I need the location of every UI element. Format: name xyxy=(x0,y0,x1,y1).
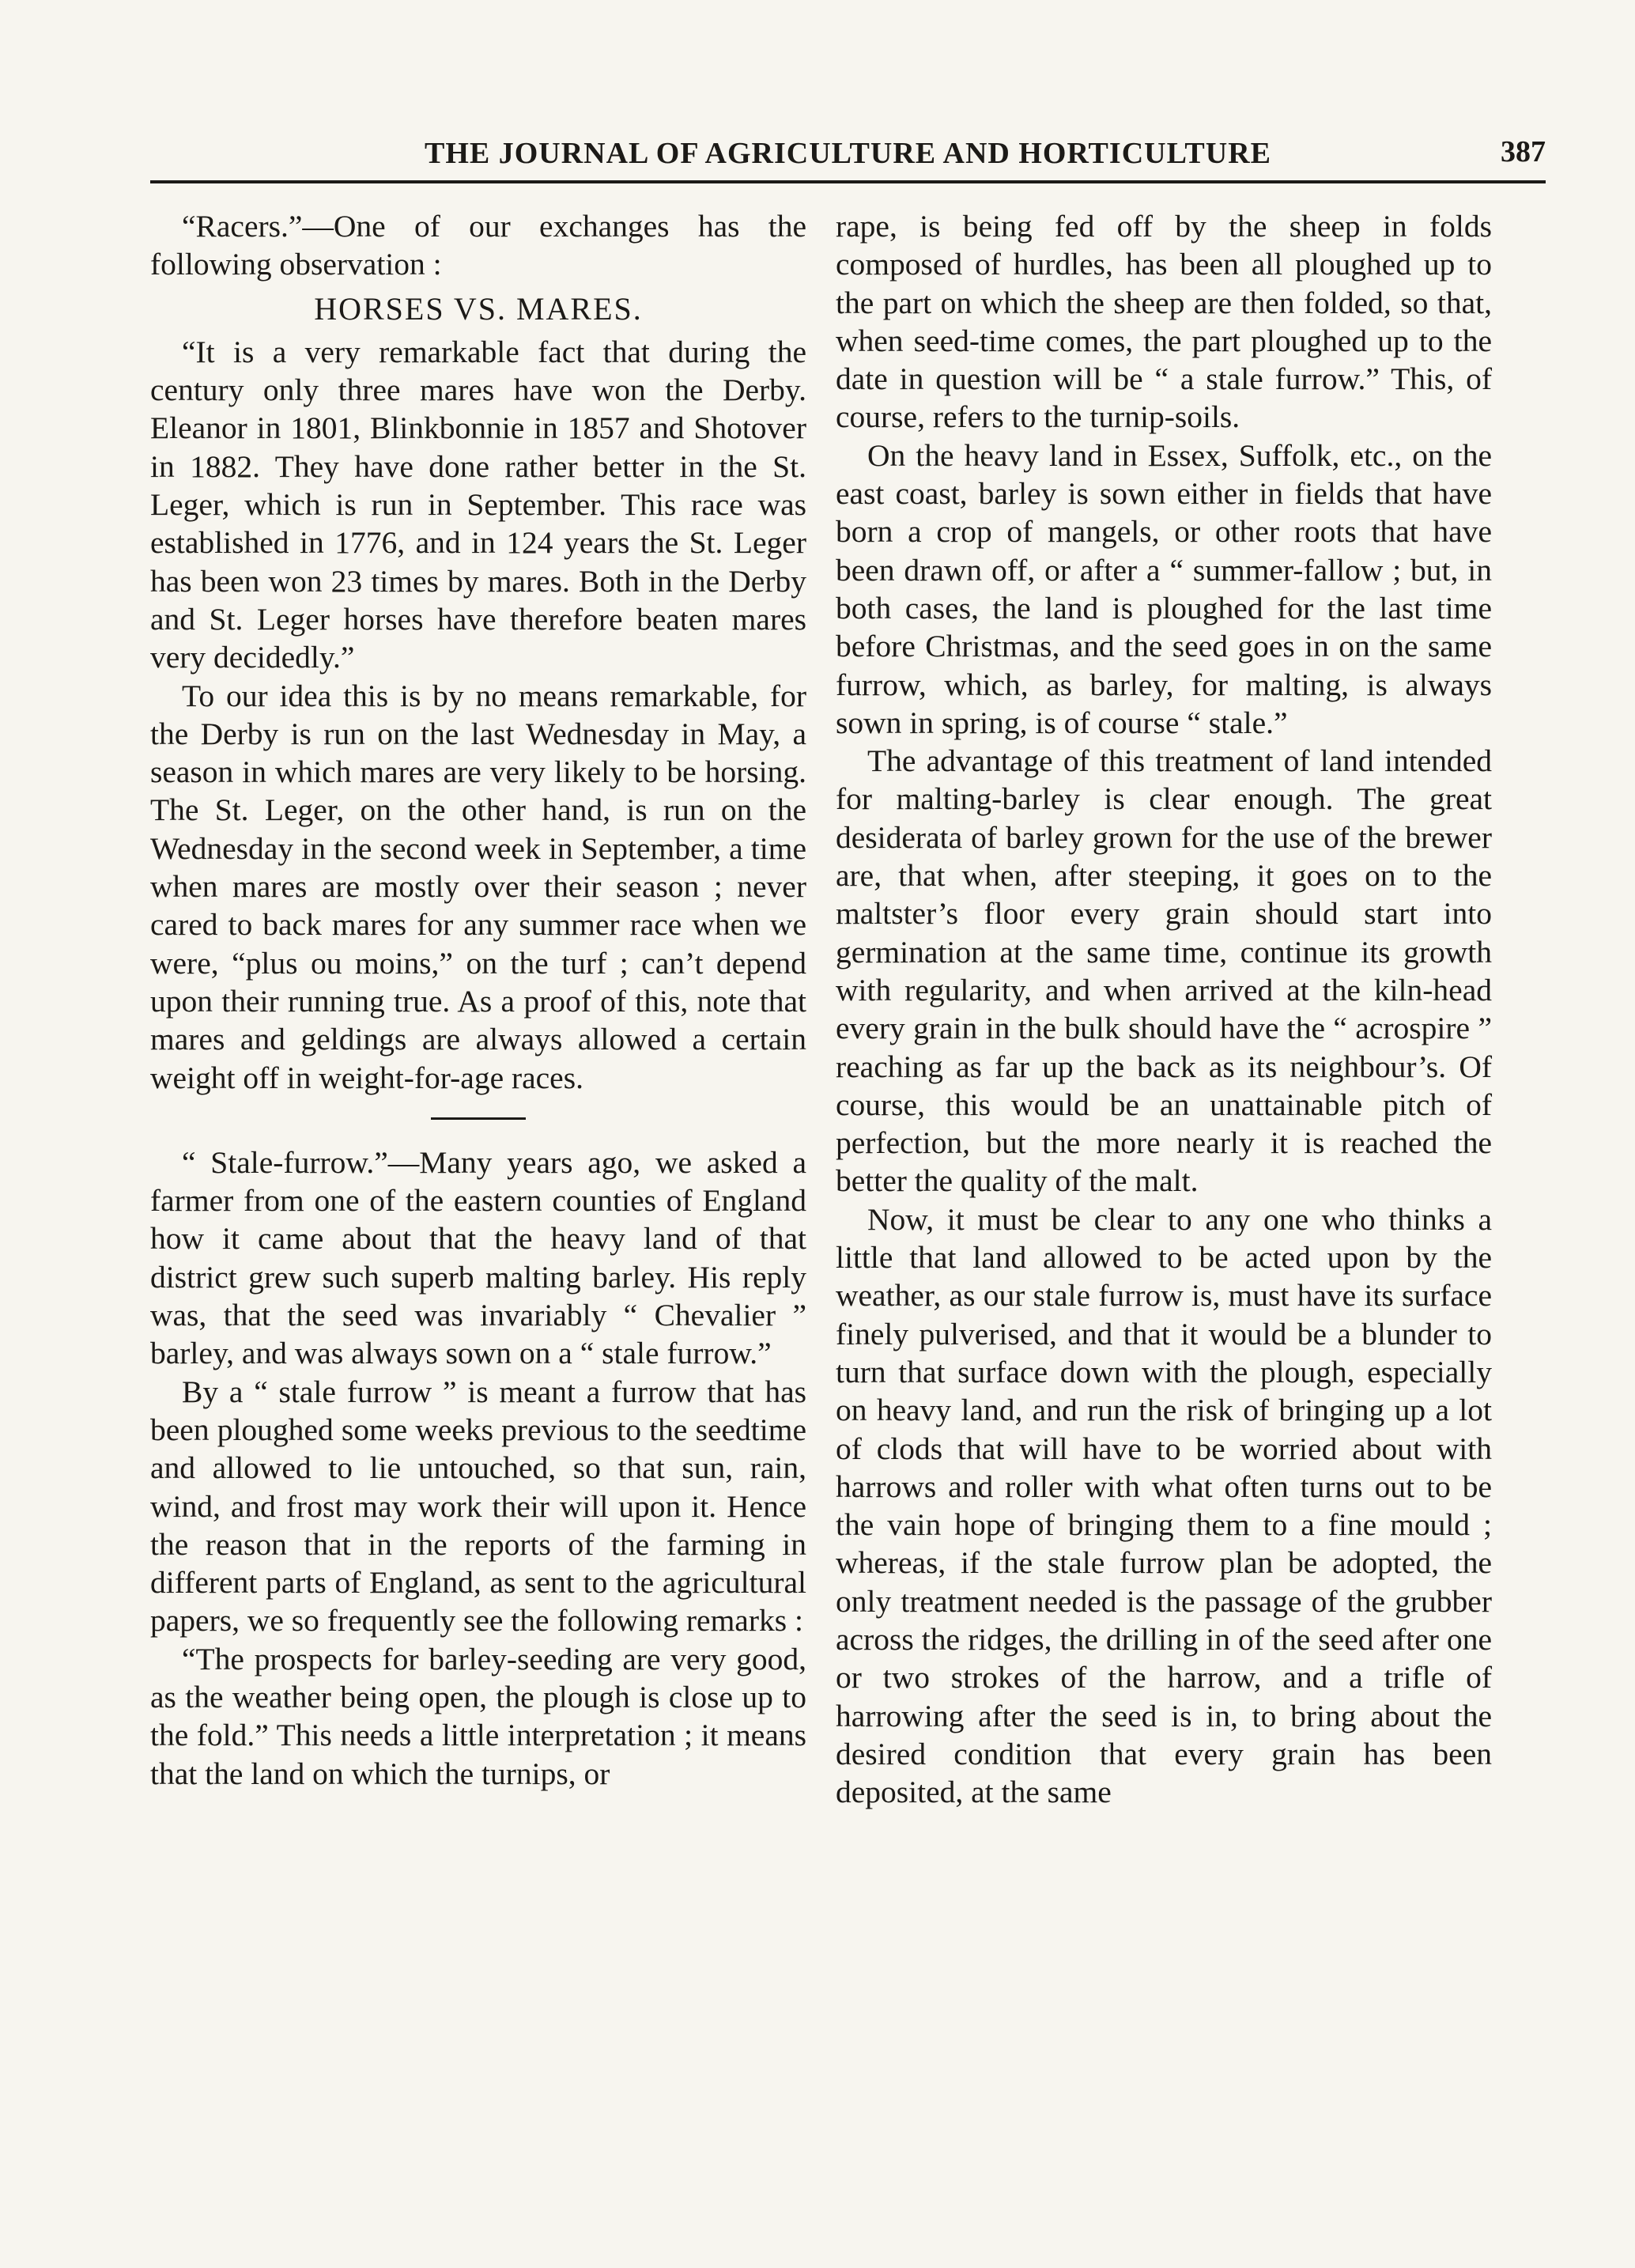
left-column xyxy=(150,207,806,1793)
weathered-surface-paragraph: Now, it must be clear to any one who thinks a little that land allowed to be acted upon by the weather, as our stale furrow is, must have its surface finely pulverised, and that it would be a blunder to turn that surface down with the plough, especially on heavy land, and run the risk of bringing up a lot of clods that will have to be worried about with harrows and roller with what often turns out to be the vain hope of bringing them to a fine mould ; whereas, if the stale furrow plan be adopted, the only treatment needed is the passage of the grubber across the ridges, the drilling in of the seed after one or two strokes of the harrow, and a trifle of harrowing after the seed is in, to bring about the desired condition that every grain has been deposited, at the same xyxy=(836,1201,1492,1810)
section-heading: HORSES VS. MARES. xyxy=(314,290,643,327)
malting-barley-advantage-paragraph: The advantage of this treatment of land intended for malting-barley is clear enough. The great desiderata of barley grown for the use of the brewer are, that when, after steeping, it goes on to the maltster’s floor every grain should start into germination at the same time, continue its growth with regularity, and when arrived at the kiln-head every grain in the bulk should have the “ acrospire ” reaching as far up the back as its neighbour’s. Of course, this would be an unattainable pitch of perfection, but the more nearly it is reached the better the quality of the malt. xyxy=(836,743,1492,1199)
page-number: 387 xyxy=(1501,135,1546,168)
barley-prospects-paragraph: “The prospects for barley-seeding are very good, as the weather being open, the plough is close up to the fold.” This needs a little interpretation ; it means that the land on which the turnips, or xyxy=(150,1641,806,1791)
page-header xyxy=(150,133,1546,183)
turnip-soils-continuation-paragraph: rape, is being fed off by the sheep in folds composed of hurdles, has been all ploughed up to the part on which the sheep are then folded, so that, when seed-time comes, the part ploughed up to the date in question will be “ a stale furrow.” This, of course, refers to the turnip-soils. xyxy=(836,209,1492,435)
section-divider xyxy=(431,1117,526,1120)
editor-comment-paragraph: To our idea this is by no means remarkable, for the Derby is run on the last Wednesday in May, a season in which mares are very likely to be horsing. The St. Leger, on the other hand, is run on the Wednesday in the second week in September, a time when mares are mostly over their season ; never cared to back mares for any summer race when we were, “plus ou moins,” on the turf ; can’t depend upon their running true. As a proof of this, note that mares and geldings are always allowed a certain weight off in weight-for-age races. xyxy=(150,678,806,1095)
racers-intro-paragraph: “Racers.”—One of our exchanges has the following observation : xyxy=(150,209,806,282)
derby-quote-paragraph: “It is a very remarkable fact that during the century only three mares have won the Derby. Eleanor in 1801, Blinkbonnie in 1857 and Shotover in 1882. They have done rather better in the St. Leger, which is run in September. This race was established in 1776, and in 124 years the St. Leger has been won 23 times by mares. Both in the Derby and St. Leger horses have therefore beaten mares very decidedly.” xyxy=(150,334,806,675)
right-column xyxy=(836,207,1492,1811)
stale-furrow-intro-paragraph: “ Stale-furrow.”—Many years ago, we asked a farmer from one of the eastern counties of England how it came about that the heavy land of that district grew such superb malting barley. His reply was, that the seed was invariably “ Chevalier ” barley, and was always sown on a “ stale furrow.” xyxy=(150,1144,806,1371)
running-title: THE JOURNAL OF AGRICULTURE AND HORTICULTURE xyxy=(424,137,1272,170)
heavy-land-paragraph: On the heavy land in Essex, Suffolk, etc., on the east coast, barley is sown either in fields that have born a crop of mangels, or other roots that have been drawn off, or after a “ summer-fallow ; but, in both cases, the land is ploughed for the last time before Christmas, and the seed goes in on the same furrow, which, as barley, for malting, is always sown in spring, is of course “ stale.” xyxy=(836,437,1492,740)
stale-furrow-definition-paragraph: By a “ stale furrow ” is meant a furrow that has been ploughed some weeks previous to the seedtime and allowed to lie untouched, so that sun, rain, wind, and frost may work their will upon it. Hence the reason that in the reports of the farming in different parts of England, as sent to the agricultural papers, we so frequently see the following remarks : xyxy=(150,1374,806,1639)
